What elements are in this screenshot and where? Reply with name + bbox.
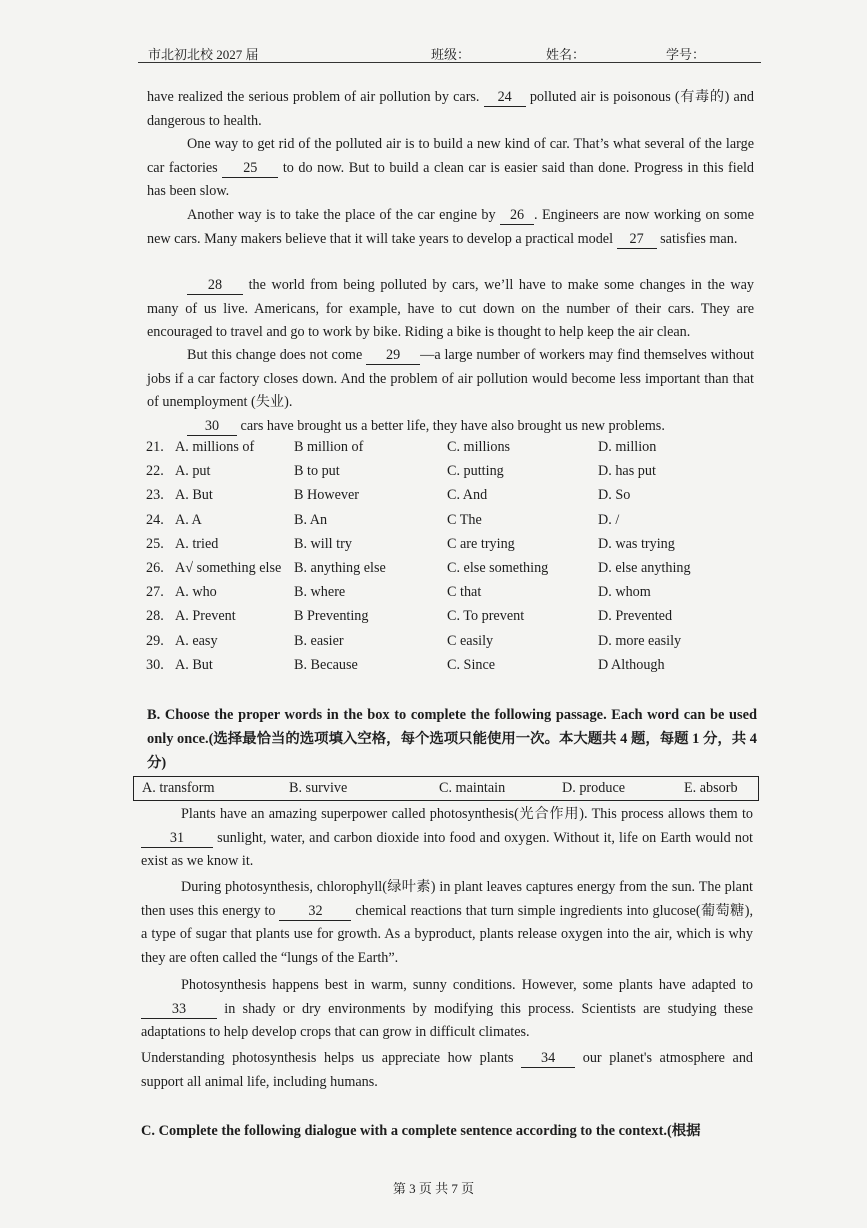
option-b: B. An bbox=[294, 511, 328, 528]
option-a: A. millions of bbox=[175, 439, 255, 455]
passage-paragraph bbox=[141, 803, 753, 874]
name-label: 姓名： bbox=[546, 47, 586, 62]
class-label: 班级： bbox=[431, 47, 471, 62]
option-c: C that bbox=[447, 584, 482, 601]
paragraph-text: During photosynthesis, chlorophyll(绿叶素) in plant leaves captures energy from the sun. The plant then uses this energy to bbox=[141, 879, 753, 919]
question-number: 22. bbox=[146, 463, 164, 480]
page-number: 第 3 页 共 7 页 bbox=[392, 1181, 475, 1196]
option-row bbox=[146, 657, 766, 681]
question-number: 28. bbox=[146, 608, 164, 625]
passage-paragraph bbox=[141, 1047, 753, 1094]
option-row bbox=[146, 560, 766, 584]
paragraph-text: cars have brought us a better life, they have also brought us new problems. bbox=[240, 418, 665, 434]
paragraph-text: One way to get rid of the polluted air is to build a new kind of car. That’s what several of the large car factories bbox=[147, 136, 754, 176]
option-b: B Preventing bbox=[294, 608, 369, 625]
option-row bbox=[146, 439, 766, 463]
option-d: D. Prevented bbox=[598, 608, 673, 625]
option-b: B. Because bbox=[294, 656, 358, 673]
option-row bbox=[146, 608, 766, 632]
option-b: B. where bbox=[294, 584, 346, 601]
option-a: A√ something else bbox=[175, 559, 282, 576]
option-b: B million of bbox=[294, 439, 364, 455]
option-b: B. easier bbox=[294, 632, 344, 649]
question-number: 27. bbox=[146, 584, 164, 601]
option-row bbox=[146, 463, 766, 487]
paragraph-text: in shady or dry environments by modifying this process. Scientists are studying these adaptations to help develop crops that can grow in difficult climates. bbox=[141, 1000, 754, 1041]
section-c-instruction: C. Complete the following dialogue with a complete sentence according to the context.(根据 bbox=[141, 1123, 701, 1139]
option-row bbox=[146, 536, 766, 560]
option-d: D. / bbox=[598, 511, 620, 528]
section-b-instruction: B. Choose the proper words in the box to complete the following passage. Each word can be used only once.(选择最恰当的选项填入空格，每个选项只能使用一次。本大题共 4 题，每题 1 分，共 4 分) bbox=[147, 707, 757, 771]
option-a: A. easy bbox=[175, 632, 218, 649]
question-number: 30. bbox=[146, 656, 164, 673]
paragraph-text: our planet's atmosphere and support all animal life, including humans. bbox=[141, 1050, 754, 1090]
paragraph-text: the world from being polluted by cars, we’ll have to make some changes in the way many of us live. Americans, for example, have to cut down on the number of their cars. They are encouraged to travel and go to work by bike. Riding a bike is thought to help keep the air clean. bbox=[147, 277, 754, 341]
passage-paragraph bbox=[147, 86, 754, 133]
word-option: A. transform bbox=[142, 780, 215, 796]
option-c: C. millions bbox=[447, 439, 511, 455]
blank-32: 32 bbox=[279, 902, 351, 921]
option-d: D. has put bbox=[598, 463, 656, 480]
question-number: 26. bbox=[146, 559, 164, 576]
passage-paragraph bbox=[147, 274, 754, 345]
paragraph-text: chemical reactions that turn simple ingredients into glucose(葡萄糖), a type of sugar that plants use for growth. As a byproduct, plants release oxygen into the air, which is why they are often called the “lungs of the Earth”. bbox=[141, 902, 753, 966]
option-d: D. more easily bbox=[598, 632, 682, 649]
option-a: A. put bbox=[175, 463, 211, 480]
option-d: D. million bbox=[598, 439, 657, 455]
blank-24: 24 bbox=[484, 88, 526, 107]
paragraph-text: satisfies man. bbox=[660, 230, 738, 247]
option-d: D. So bbox=[598, 487, 631, 504]
option-c: C The bbox=[447, 511, 482, 528]
answer-options bbox=[146, 439, 766, 681]
option-row bbox=[146, 633, 766, 657]
blank-33: 33 bbox=[141, 1000, 217, 1019]
blank-29: 29 bbox=[366, 346, 420, 365]
option-a: A. But bbox=[175, 656, 213, 673]
blank-26: 26 bbox=[500, 206, 534, 225]
blank-25: 25 bbox=[222, 159, 278, 178]
option-c: C are trying bbox=[447, 535, 515, 552]
question-number: 29. bbox=[146, 632, 164, 649]
school-label: 市北初北校 2027 届 bbox=[148, 47, 259, 62]
option-c: C easily bbox=[447, 632, 494, 649]
option-d: D. whom bbox=[598, 584, 651, 601]
option-a: A. Prevent bbox=[175, 608, 236, 625]
option-c: C. else something bbox=[447, 559, 549, 576]
option-d: D. else anything bbox=[598, 559, 691, 576]
passage-paragraph bbox=[147, 415, 754, 439]
paragraph-text: polluted air is poisonous (有毒的) and dangerous to health. bbox=[147, 89, 755, 129]
question-number: 23. bbox=[146, 487, 164, 504]
option-d: D. was trying bbox=[598, 535, 675, 552]
word-option: E. absorb bbox=[684, 780, 738, 796]
option-a: A. who bbox=[175, 584, 217, 601]
question-number: 25. bbox=[146, 535, 164, 552]
blank-34: 34 bbox=[521, 1049, 575, 1068]
word-option: C. maintain bbox=[439, 780, 506, 796]
option-c: C. Since bbox=[447, 656, 496, 673]
blank-28: 28 bbox=[187, 276, 243, 295]
question-number: 24. bbox=[146, 511, 164, 528]
blank-27: 27 bbox=[617, 230, 657, 249]
header-divider bbox=[138, 62, 761, 63]
paragraph-text: sunlight, water, and carbon dioxide into food and oxygen. Without it, life on Earth would not exist as we know it. bbox=[141, 829, 753, 870]
paragraph-text: But this change does not come bbox=[187, 347, 363, 363]
paragraph-text: Another way is to take the place of the car engine by bbox=[187, 207, 496, 223]
option-c: C. putting bbox=[447, 463, 504, 480]
passage-paragraph bbox=[147, 204, 754, 251]
paragraph-text: Plants have an amazing superpower called photosynthesis(光合作用). This process allows them to bbox=[181, 806, 753, 822]
option-row bbox=[146, 487, 766, 511]
option-b: B. anything else bbox=[294, 559, 386, 576]
passage-paragraph bbox=[141, 974, 753, 1045]
option-a: A. But bbox=[175, 487, 213, 504]
option-b: B to put bbox=[294, 463, 340, 480]
paragraph-text: to do now. But to build a clean car is easier said than done. Progress in this field has been slow. bbox=[147, 159, 755, 200]
blank-30: 30 bbox=[187, 417, 237, 436]
word-option: D. produce bbox=[562, 780, 626, 796]
word-box bbox=[133, 776, 759, 801]
option-b: B. will try bbox=[294, 535, 352, 552]
passage-paragraph bbox=[147, 344, 754, 415]
passage-paragraph bbox=[141, 876, 753, 970]
paragraph-text: . Engineers are now working on some new cars. Many makers believe that it will take years to develop a practical model bbox=[147, 207, 754, 247]
option-a: A. A bbox=[175, 511, 202, 528]
paragraph-text: Understanding photosynthesis helps us appreciate how plants bbox=[141, 1050, 514, 1066]
option-c: C. To prevent bbox=[447, 608, 525, 625]
option-d: D Although bbox=[598, 656, 665, 673]
page-header bbox=[148, 44, 759, 64]
student-id-label: 学号： bbox=[666, 47, 706, 62]
option-a: A. tried bbox=[175, 535, 219, 552]
paragraph-text: Photosynthesis happens best in warm, sunny conditions. However, some plants have adapted to bbox=[181, 977, 753, 993]
option-c: C. And bbox=[447, 487, 488, 504]
option-row bbox=[146, 512, 766, 536]
passage-paragraph bbox=[147, 133, 754, 204]
blank-31: 31 bbox=[141, 829, 213, 848]
option-row bbox=[146, 584, 766, 608]
paragraph-text: have realized the serious problem of air pollution by cars. bbox=[147, 89, 480, 105]
paragraph-text: —a large number of workers may find themselves without jobs if a car factory closes down. And the problem of air pollution would become less important than that of unemployment (失业). bbox=[147, 347, 755, 411]
option-b: B However bbox=[294, 487, 360, 504]
question-number: 21. bbox=[146, 439, 164, 455]
word-option: B. survive bbox=[289, 780, 348, 796]
